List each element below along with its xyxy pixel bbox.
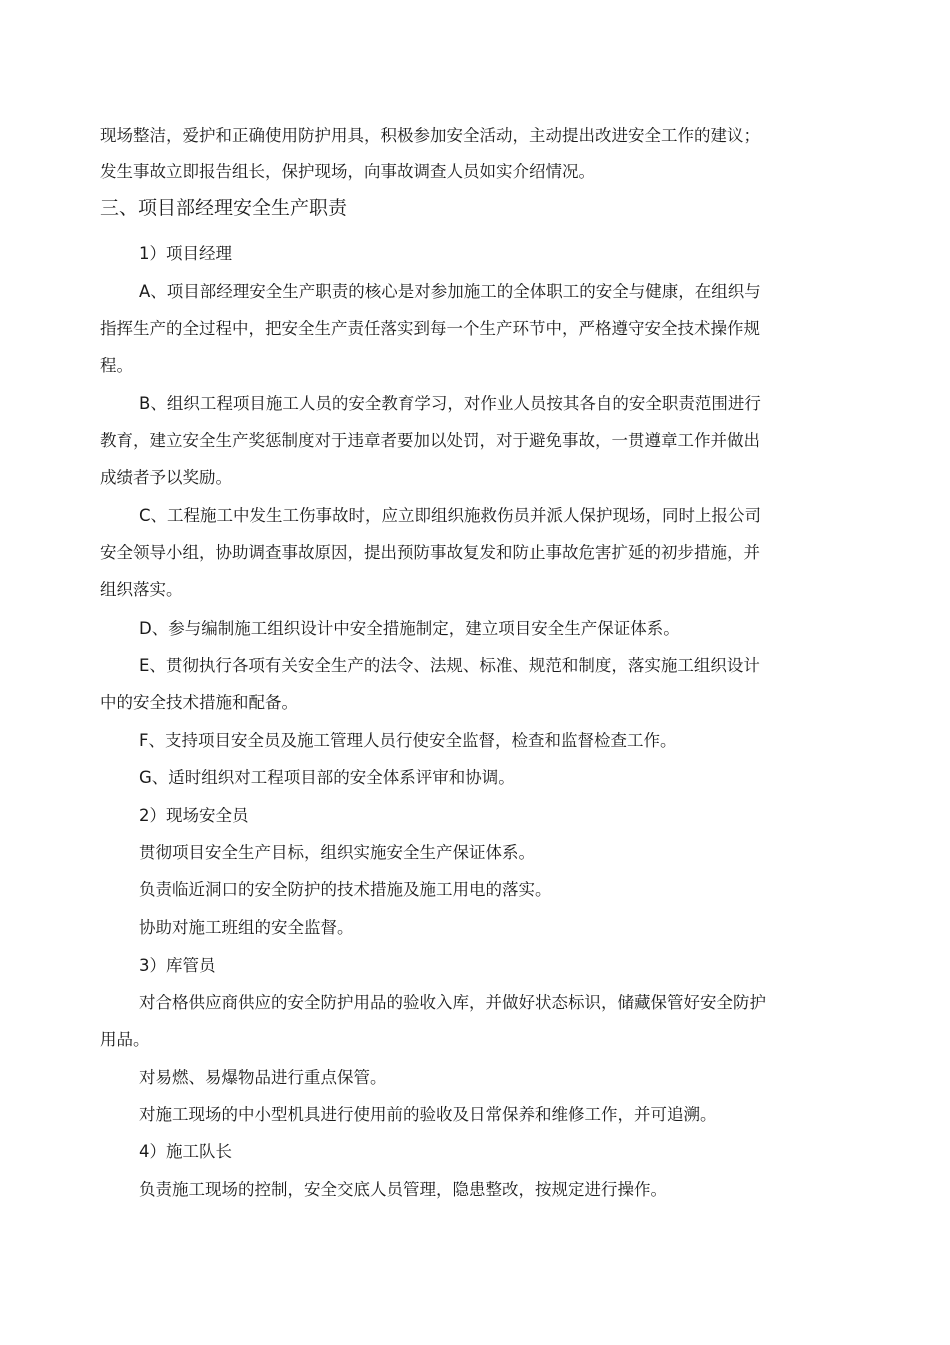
text-line: E、贯彻执行各项有关安全生产的法令、法规、标准、规范和制度，落实施工组织设计: [139, 656, 760, 675]
subsection-heading: 3）库管员: [139, 956, 216, 975]
text-line: 负责施工现场的控制，安全交底人员管理，隐患整改，按规定进行操作。: [139, 1180, 667, 1199]
subsection-heading: 4）施工队长: [139, 1142, 232, 1161]
subsection-heading: 2）现场安全员: [139, 806, 249, 825]
text-line: 程。: [100, 356, 133, 375]
text-line: 用品。: [100, 1030, 150, 1049]
text-line: B、组织工程项目施工人员的安全教育学习，对作业人员按其各自的安全职责范围进行: [139, 394, 761, 413]
section-heading: 三、项目部经理安全生产职责: [100, 197, 348, 219]
text-line: 对易燃、易爆物品进行重点保管。: [139, 1068, 387, 1087]
text-line: D、参与编制施工组织设计中安全措施制定，建立项目安全生产保证体系。: [139, 619, 680, 638]
text-line: 负责临近洞口的安全防护的技术措施及施工用电的落实。: [139, 880, 552, 899]
text-line: 对合格供应商供应的安全防护用品的验收入库，并做好状态标识，储藏保管好安全防护: [139, 993, 766, 1012]
text-line: 发生事故立即报告组长，保护现场，向事故调查人员如实介绍情况。: [100, 162, 595, 181]
text-line: 安全领导小组，协助调查事故原因，提出预防事故复发和防止事故危害扩延的初步措施，并: [100, 543, 760, 562]
text-line: 现场整洁，爱护和正确使用防护用具，积极参加安全活动，主动提出改进安全工作的建议；: [100, 126, 760, 145]
subsection-heading: 1）项目经理: [139, 244, 232, 263]
text-line: 教育，建立安全生产奖惩制度对于违章者要加以处罚，对于避免事故，一贯遵章工作并做出: [100, 431, 760, 450]
text-line: 指挥生产的全过程中，把安全生产责任落实到每一个生产环节中，严格遵守安全技术操作规: [100, 319, 760, 338]
text-line: G、适时组织对工程项目部的安全体系评审和协调。: [139, 768, 515, 787]
text-line: A、项目部经理安全生产职责的核心是对参加施工的全体职工的安全与健康，在组织与: [139, 282, 761, 301]
text-line: 对施工现场的中小型机具进行使用前的验收及日常保养和维修工作，并可追溯。: [139, 1105, 717, 1124]
text-line: C、工程施工中发生工伤事故时，应立即组织施救伤员并派人保护现场，同时上报公司: [139, 506, 762, 525]
text-line: 组织落实。: [100, 580, 183, 599]
text-line: F、支持项目安全员及施工管理人员行使安全监督，检查和监督检查工作。: [139, 731, 677, 750]
text-line: 成绩者予以奖励。: [100, 468, 232, 487]
text-line: 中的安全技术措施和配备。: [100, 693, 298, 712]
text-line: 协助对施工班组的安全监督。: [139, 918, 354, 937]
text-line: 贯彻项目安全生产目标，组织实施安全生产保证体系。: [139, 843, 535, 862]
